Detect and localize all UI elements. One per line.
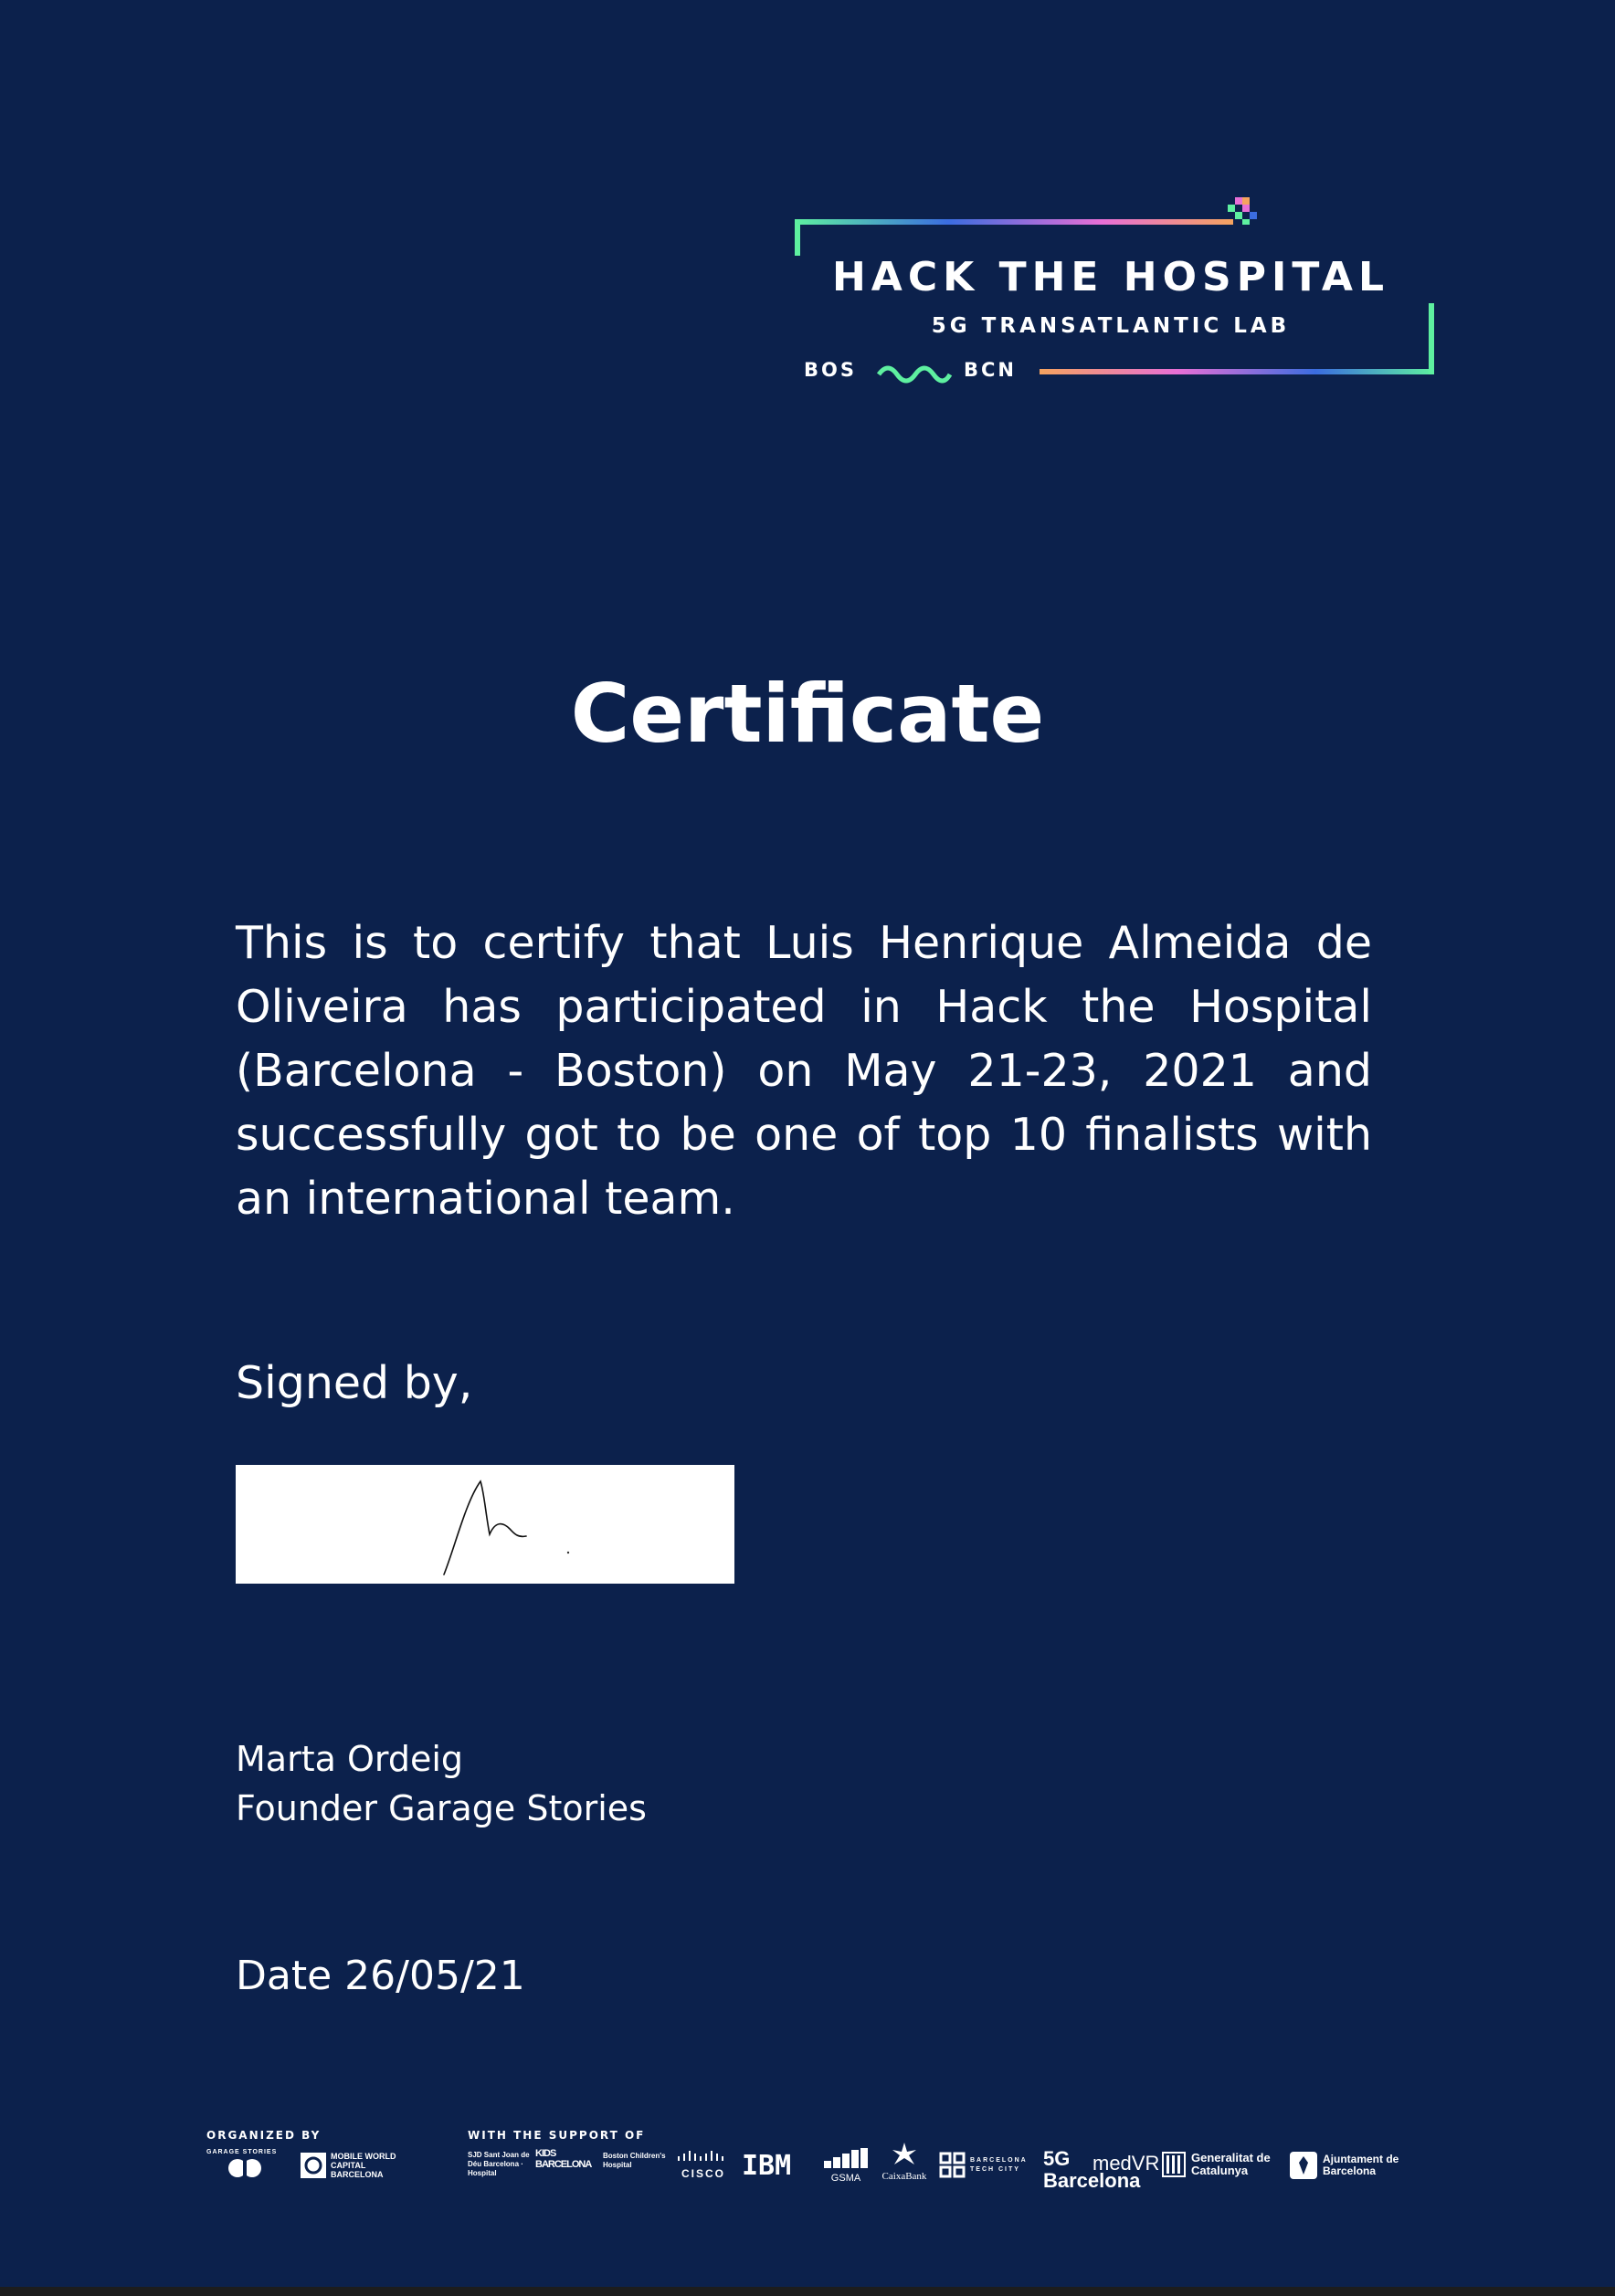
ajuntament-logo: [1290, 2152, 1405, 2179]
gsma-label: GSMA: [830, 2173, 861, 2184]
ibm-logo: IBM: [742, 2150, 792, 2182]
support-label: WITH THE SUPPORT OF: [468, 2129, 646, 2142]
ajuntament-icon: [1290, 2152, 1317, 2179]
garage-stories-label: GARAGE STORIES: [206, 2149, 278, 2155]
logo-city-bcn: BCN: [964, 359, 1017, 381]
ajuntament-label: Ajuntament de Barcelona: [1323, 2153, 1399, 2177]
barcelona-tech-city-logo: [939, 2152, 1034, 2179]
mwc-barcelona-logo: [300, 2152, 418, 2179]
certificate-date: Date 26/05/21: [236, 1953, 525, 1999]
signed-by-label: Signed by,: [236, 1357, 473, 1409]
tech-city-label: BARCELONA TECH CITY: [970, 2157, 1028, 2173]
signature-box: [236, 1465, 734, 1584]
logo-title: HACK THE HOSPITAL: [831, 254, 1390, 300]
gsma-bars-icon: [822, 2148, 870, 2168]
signature-image: [236, 1465, 734, 1584]
caixabank-logo: [877, 2141, 932, 2182]
signer-role: Founder Garage Stories: [236, 1788, 647, 1828]
tech-city-icon: [939, 2152, 966, 2179]
garage-stories-icon: [227, 2157, 263, 2179]
kids-barcelona-logo: [535, 2148, 590, 2170]
mwc-icon: [300, 2152, 327, 2179]
generalitat-label: Generalitat de Catalunya: [1191, 2151, 1271, 2177]
logo-subtitle: 5G TRANSATLANTIC LAB: [931, 314, 1291, 338]
certificate-body: This is to certify that Luis Henrique Almeida de Oliveira has participated in Hack the Hospital (Barcelona - Boston) on May 21-23, 2021 and successfully got to be one of top 10 finalists with an international team.: [236, 917, 1372, 1225]
cisco-label: CISCO: [681, 2167, 725, 2180]
mwc-label: MOBILE WORLD CAPITAL BARCELONA: [331, 2152, 396, 2179]
gsma-logo: [820, 2148, 871, 2184]
garage-stories-logo: [206, 2148, 289, 2184]
bottom-strip: [0, 2287, 1615, 2296]
organized-by-label: ORGANIZED BY: [206, 2129, 322, 2142]
cisco-bars-icon: [676, 2150, 731, 2163]
generalitat-icon: [1162, 2152, 1186, 2177]
sjd-logo: SJD Sant Joan de Déu Barcelona · Hospital: [468, 2151, 530, 2177]
certificate-title: Certificate: [570, 667, 1045, 761]
medvr-logo: medVR: [1092, 2152, 1160, 2175]
hack-the-hospital-logo: [789, 194, 1438, 385]
caixabank-label: CaixaBank: [881, 2171, 927, 2182]
cisco-logo: [676, 2150, 731, 2180]
boston-childrens-logo: Boston Children's Hospital: [603, 2152, 666, 2169]
logo-city-bos: BOS: [804, 359, 857, 381]
5g-barcelona-label: 5G Barcelona: [1043, 2147, 1141, 2192]
kids-barcelona-label: KIDS BARCELONA: [535, 2148, 592, 2170]
generalitat-logo: [1162, 2152, 1282, 2177]
signer-name: Marta Ordeig: [236, 1739, 464, 1779]
caixabank-star-icon: [889, 2141, 920, 2166]
